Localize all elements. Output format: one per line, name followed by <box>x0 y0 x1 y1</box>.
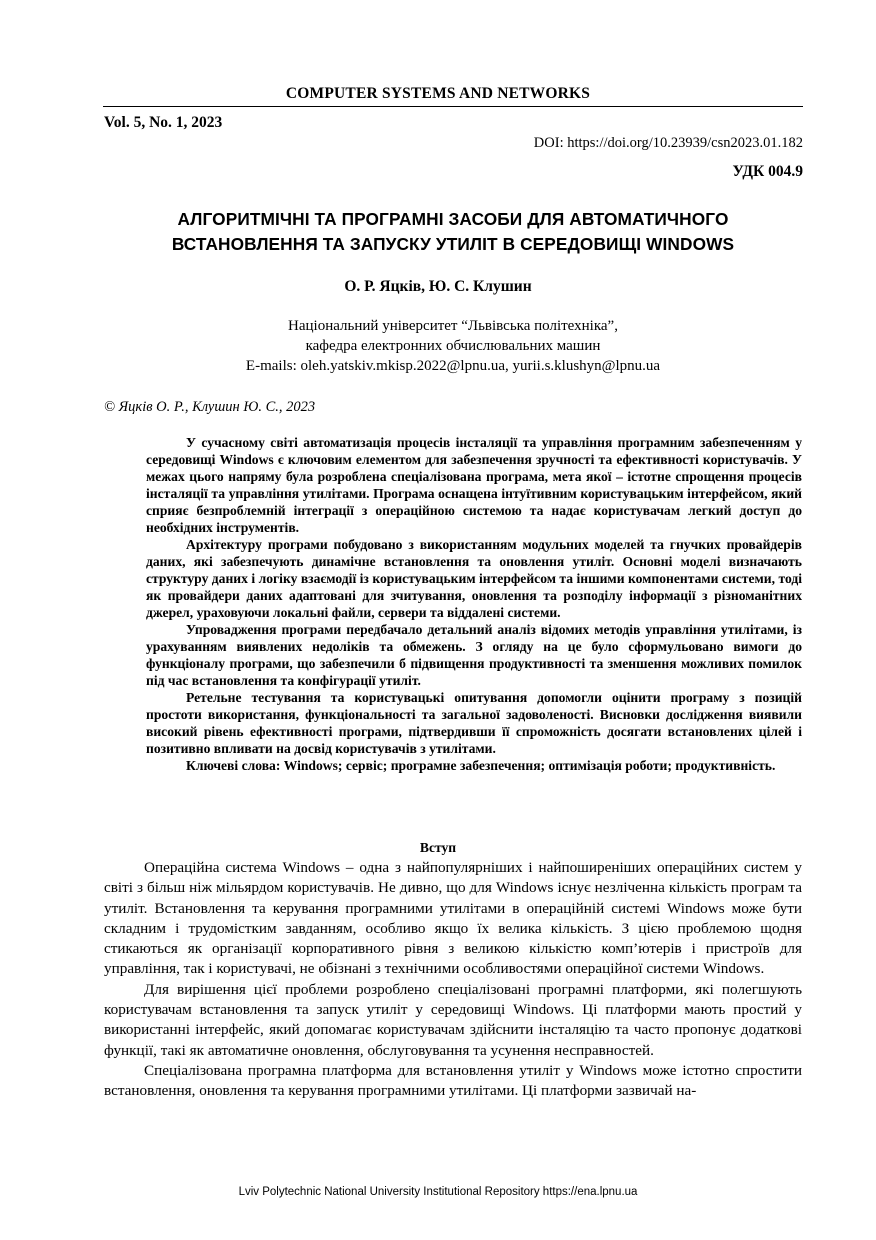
authors: О. Р. Яцків, Ю. С. Клушин <box>344 278 532 295</box>
abstract-paragraph: Архітектуру програми побудовано з використанням модульних моделей та гнучких провайдерів даних, які забезпечують динамічне встановлення та оновлення утиліт. Основні моделі визначають структуру даних і логіку взаємодії із користувацьким інтерфейсом та іншими компонентами системи, тоді як провайдери даних адаптовані для зчитування, оновлення та розподілу інформації з різноманітних джерел, ураховуючи локальні файли, сервери та віддалені системи. <box>146 537 802 620</box>
body-paragraph: Спеціалізована програмна платформа для встановлення утиліт у Windows може істотно спростити встановлення, оновлення та керування програмними утилітами. Ці платформи зазвичай на- <box>104 1061 802 1100</box>
header-rule <box>103 106 803 107</box>
udk-code: УДК 004.9 <box>732 163 803 180</box>
title-line-2: ВСТАНОВЛЕННЯ ТА ЗАПУСКУ УТИЛІТ В СЕРЕДОВИЩІ WINDOWS <box>171 234 735 254</box>
abstract-paragraph: Ретельне тестування та користувацькі опитування допомогли оцінити програму з позицій простоти використання, функціональності та загальної задоволеності. Висновки дослідження виявили високий рівень ефективності програми, підтвердивши її спроможність досягати встановлених цілей і позитивно впливати на досвід користувачів з утилітами. <box>146 690 802 756</box>
section-heading-intro: Вступ <box>419 840 457 855</box>
department: кафедра електронних обчислювальних машин <box>305 338 601 354</box>
abstract-paragraph: Упровадження програми передбачало детальний аналіз відомих методів управління утилітами, із урахуванням виявлених недоліків та обмежень. З огляду на це було сформульовано вимоги до функціоналу програми, що забезпечили б підвищення продуктивності та зменшення можливих помилок під час встановлення та конфігурації утиліт. <box>146 622 802 688</box>
body-paragraph: Для вирішення цієї проблеми розроблено спеціалізовані програмні платформи, які полегшують користувачам встановлення та запуск утиліт у середовищі Windows. Ці платформи мають простий у використанні інтерфейс, який допомагає користувачам здійснити інсталяцію та часто пропонує додаткові функції, такі як автоматичне оновлення, обслуговування та усунення несправностей. <box>104 980 802 1059</box>
copyright: © Яцків О. Р., Клушин Ю. С., 2023 <box>104 399 316 415</box>
body-paragraph: Операційна система Windows – одна з найпопулярніших і найпоширеніших операційних систем у світі з більш ніж мільярдом користувачів. Не дивно, що для Windows існує незліченна кількість програм та утиліт. Встановлення та керування програмними утилітами в операційній системі Windows може бути складним і трудомістким завданням, особливо якщо їх велика кількість. З цією проблемою щодня стикаються як організації корпоративного рівня з великою кількістю комп’ютерів і пристроїв для управління, так і користувачі, не обізнані з технічними особливостями операційної системи Windows. <box>104 859 802 978</box>
volume-info: Vol. 5, No. 1, 2023 <box>104 114 223 131</box>
title-line-1: АЛГОРИТМІЧНІ ТА ПРОГРАМНІ ЗАСОБИ ДЛЯ АВТОМАТИЧНОГО <box>177 209 729 229</box>
doi: DOI: https://doi.org/10.23939/csn2023.01.182 <box>533 135 803 151</box>
keywords: Ключеві слова: Windows; сервіс; програмне забезпечення; оптимізація роботи; продуктивність. <box>186 758 776 773</box>
emails: E-mails: oleh.yatskiv.mkisp.2022@lpnu.ua, yurii.s.klushyn@lpnu.ua <box>245 358 661 374</box>
intro-body <box>104 858 802 1102</box>
abstract-paragraph: У сучасному світі автоматизація процесів інсталяції та управління програмним забезпеченням у середовищі Windows є ключовим елементом для забезпечення зручності та ефективності користувачів. У межах цього напряму була розроблена спеціалізована програма, мета якої – істотне спрощення процесів інсталяції та управління утилітами. Програма оснащена інтуїтивним користувацьким інтерфейсом, який сприяє безпроблемній інтеграції з операційною системою та надає користувачам легкий доступ до необхідних інструментів. <box>146 435 802 535</box>
affiliation <box>0 316 876 376</box>
university: Національний університет “Львівська політехніка”, <box>288 318 618 334</box>
repository-footer: Lviv Polytechnic National University Institutional Repository https://ena.lpnu.ua <box>238 1186 638 1198</box>
abstract <box>146 434 802 774</box>
paper-title <box>70 207 836 257</box>
journal-title: COMPUTER SYSTEMS AND NETWORKS <box>285 85 591 102</box>
